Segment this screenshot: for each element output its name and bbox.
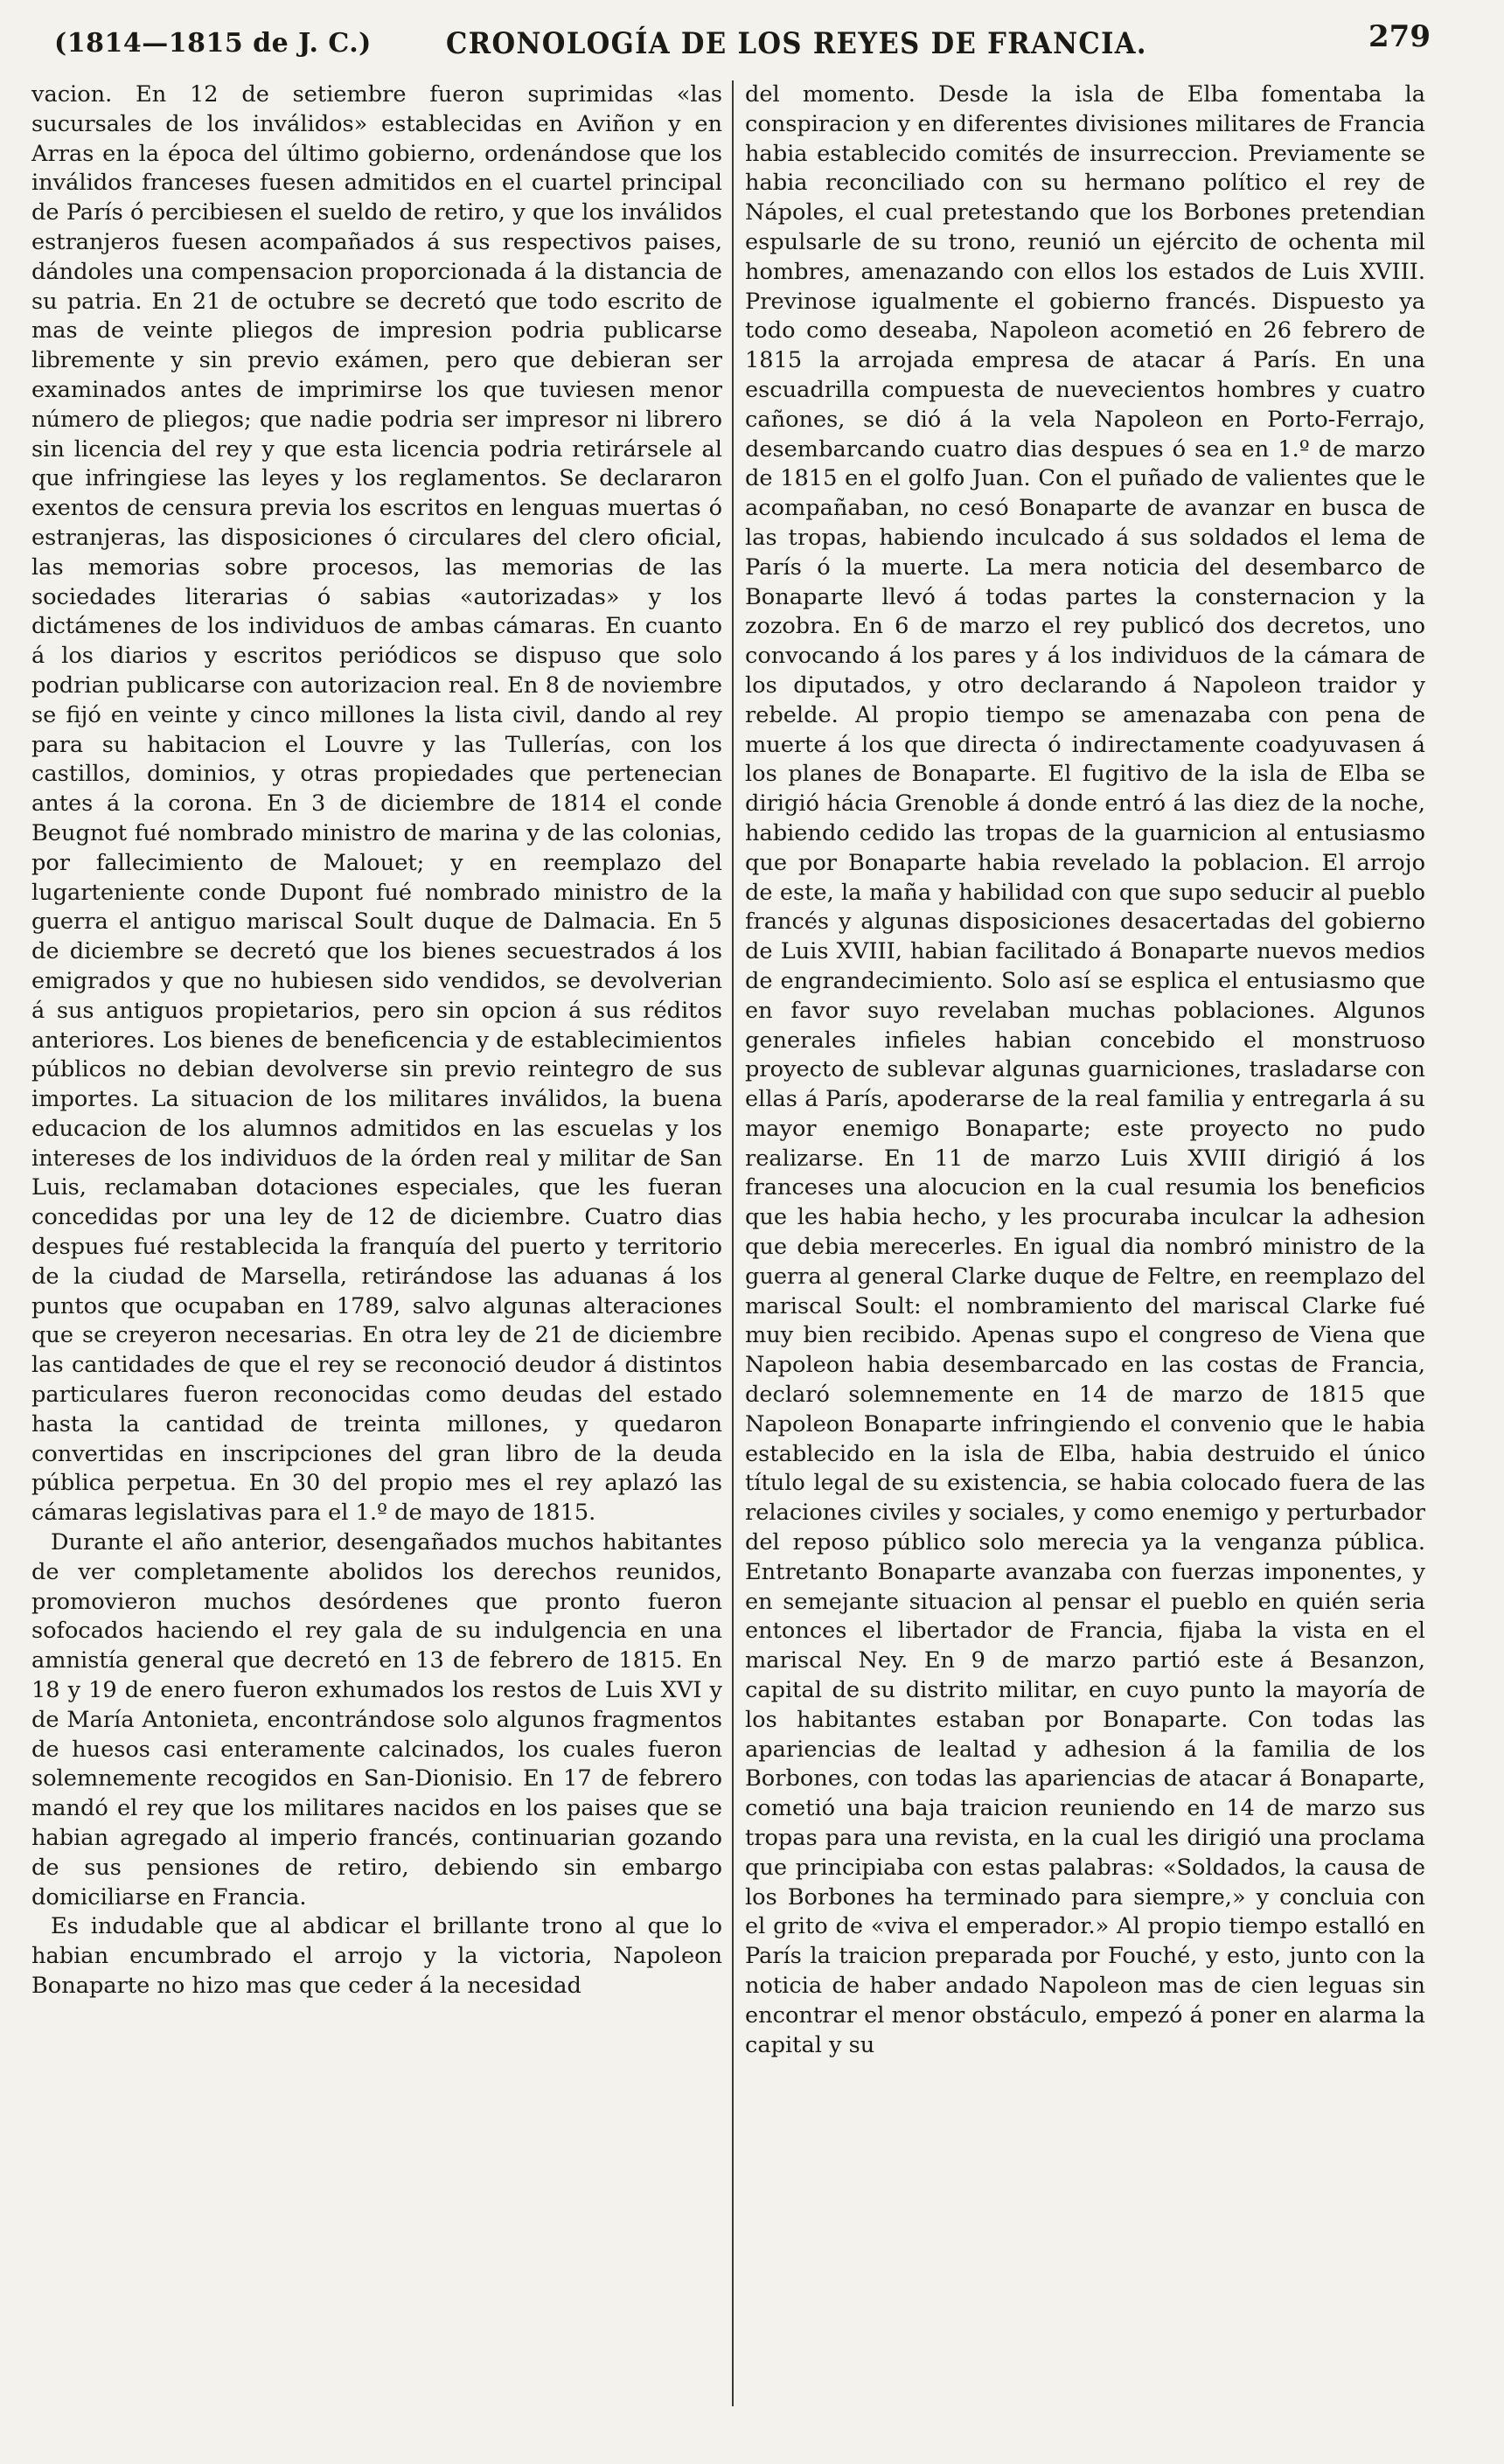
left-column bbox=[31, 80, 722, 2001]
running-head bbox=[35, 19, 1434, 70]
column-divider bbox=[732, 80, 734, 2406]
paragraph: Es indudable que al abdicar el brillante trono al que lo habian encumbrado el arrojo y la victoria, Napoleon Bonaparte no hizo mas que ceder á la necesidad bbox=[31, 1913, 722, 1999]
paragraph: vacion. En 12 de setiembre fueron suprimidas «las sucursales de los inválidos» establecidas en Aviñon y en Arras en la época del último gobierno, ordenándose que los inválidos franceses fuesen admitidos en el cuartel principal de París ó percibiesen el sueldo de retiro, y que los inválidos estranjeros fuesen acompañados á sus respectivos paises, dándoles una compensacion proporcionada á la distancia de su patria. En 21 de octubre se decretó que todo escrito de mas de veinte pliegos de impresion podria publicarse libremente y sin previo exámen, pero que debieran ser examinados antes de imprimirse los que tuviesen menor número de pliegos; que nadie podria ser impresor ni librero sin licencia del rey y que esta licencia podria retirársele al que infringiese las leyes y los reglamentos. Se declararon exentos de censura previa los escritos en lenguas muertas ó estranjeras, las disposiciones ó circulares del clero oficial, las memorias sobre procesos, las memorias de las sociedades literarias ó sabias «autorizadas» y los dictámenes de los individuos de ambas cámaras. En cuanto á los diarios y escritos periódicos se dispuso que solo podrian publicarse con autorizacion real. En 8 de noviembre se fijó en veinte y cinco millones la lista civil, dando al rey para su habitacion el Louvre y las Tullerías, con los castillos, dominios, y otras propiedades que pertenecian antes á la corona. En 3 de diciembre de 1814 el conde Beugnot fué nombrado ministro de marina y de las colonias, por fallecimiento de Malouet; y en reemplazo del lugarteniente conde Dupont fué nombrado ministro de la guerra el antiguo mariscal Soult duque de Dalmacia. En 5 de diciembre se decretó que los bienes secuestrados á los emigrados y que no hubiesen sido vendidos, se devolverian á sus antiguos propietarios, pero sin opcion á sus réditos anteriores. Los bienes de beneficencia y de establecimientos públicos no debian devolverse sin previo reintegro de sus importes. La situacion de los militares inválidos, la buena educacion de los alumnos admitidos en las escuelas y los intereses de los individuos de la órden real y militar de San Luis, reclamaban dotaciones especiales, que les fueran concedidas por una ley de 12 de diciembre. Cuatro dias despues fué restablecida la franquía del puerto y territorio de la ciudad de Marsella, retirándose las aduanas á los puntos que ocupaban en 1789, salvo algunas alteraciones que se creyeron necesarias. En otra ley de 21 de diciembre las cantidades de que el rey se reconoció deudor á distintos particulares fueron reconocidas como deudas del estado hasta la cantidad de treinta millones, y quedaron convertidas en inscripciones del gran libro de la deuda pública perpetua. En 30 del propio mes el rey aplazó las cámaras legislativas para el 1.º de mayo de 1815. bbox=[31, 81, 722, 1527]
header-dates: (1814—1815 de J. C.) bbox=[54, 28, 372, 59]
paragraph: Durante el año anterior, desengañados muchos habitantes de ver completamente abolidos los derechos reunidos, promovieron muchos desórdenes que pronto fueron sofocados haciendo el rey gala de su indulgencia en una amnistía general que decretó en 13 de febrero de 1815. En 18 y 19 de enero fueron exhumados los restos de Luis XVI y de María Antonieta, encontrándose solo algunos fragmentos de huesos casi enteramente calcinados, los cuales fueron solemnemente recogidos en San-Dionisio. En 17 de febrero mandó el rey que los militares nacidos en los paises que se habian agregado al imperio francés, continuarian gozando de sus pensiones de retiro, debiendo sin embargo domiciliarse en Francia. bbox=[31, 1529, 722, 1911]
paragraph: del momento. Desde la isla de Elba fomentaba la conspiracion y en diferentes divisiones militares de Francia habia establecido comités de insurreccion. Previamente se habia reconciliado con su hermano político el rey de Nápoles, el cual pretestando que los Borbones pretendian espulsarle de su trono, reunió un ejército de ochenta mil hombres, amenazando con ellos los estados de Luis XVIII. Previnose igualmente el gobierno francés. Dispuesto ya todo como deseaba, Napoleon acometió en 26 febrero de 1815 la arrojada empresa de atacar á París. En una escuadrilla compuesta de nuevecientos hombres y cuatro cañones, se dió á la vela Napoleon en Porto-Ferrajo, desembarcando cuatro dias despues ó sea en 1.º de marzo de 1815 en el golfo Juan. Con el puñado de valientes que le acompañaban, no cesó Bonaparte de avanzar en busca de las tropas, habiendo inculcado á sus soldados el lema de París ó la muerte. La mera noticia del desembarco de Bonaparte llevó á todas partes la consternacion y la zozobra. En 6 de marzo el rey publicó dos decretos, uno convocando á los pares y á los individuos de la cámara de los diputados, y otro declarando á Napoleon traidor y rebelde. Al propio tiempo se amenazaba con pena de muerte á los que directa ó indirectamente coadyuvasen á los planes de Bonaparte. El fugitivo de la isla de Elba se dirigió hácia Grenoble á donde entró á las diez de la noche, habiendo cedido las tropas de la guarnicion al entusiasmo que por Bonaparte habia revelado la poblacion. El arrojo de este, la maña y habilidad con que supo seducir al pueblo francés y algunas disposiciones desacertadas del gobierno de Luis XVIII, habian facilitado á Bonaparte nuevos medios de engrandecimiento. Solo así se esplica el entusiasmo que en favor suyo revelaban muchas poblaciones. Algunos generales infieles habian concebido el monstruoso proyecto de sublevar algunas guarniciones, trasladarse con ellas á París, apoderarse de la real familia y entregarla á su mayor enemigo Bonaparte; este proyecto no pudo realizarse. En 11 de marzo Luis XVIII dirigió á los franceses una alocucion en la cual resumia los beneficios que les habia hecho, y les procuraba inculcar la adhesion que debia merecerles. En igual dia nombró ministro de la guerra al general Clarke duque de Feltre, en reemplazo del mariscal Soult: el nombramiento del mariscal Clarke fué muy bien recibido. Apenas supo el congreso de Viena que Napoleon habia desembarcado en las costas de Francia, declaró solemnemente en 14 de marzo de 1815 que Napoleon Bonaparte infringiendo el convenio que le habia establecido en la isla de Elba, habia destruido el único título legal de su existencia, se habia colocado fuera de las relaciones civiles y sociales, y como enemigo y perturbador del reposo público solo merecia ya la venganza pública. Entretanto Bonaparte avanzaba con fuerzas imponentes, y en semejante situacion al pensar el pueblo en quién seria entonces el libertador de Francia, fijaba la vista en el mariscal Ney. En 9 de marzo partió este á Besanzon, capital de su distrito militar, en cuyo punto la mayoría de los habitantes estaban por Bonaparte. Con todas las apariencias de lealtad y adhesion á la familia de los Borbones, con todas las apariencias de atacar á Bonaparte, cometió una baja traicion reuniendo en 14 de marzo sus tropas para una revista, en la cual les dirigió una proclama que principiaba con estas palabras: «Soldados, la causa de los Borbones ha terminado para siempre,» y concluia con el grito de «viva el emperador.» Al propio tiempo estalló en París la traicion preparada por Fouché, y esto, junto con la noticia de haber andado Napoleon mas de cien leguas sin encontrar el menor obstáculo, empezó á poner en alarma la capital y su bbox=[745, 81, 1425, 2058]
header-title: CRONOLOGÍA DE LOS REYES DE FRANCIA. bbox=[446, 26, 1147, 61]
right-column bbox=[745, 80, 1425, 2060]
page-number: 279 bbox=[1368, 19, 1431, 54]
